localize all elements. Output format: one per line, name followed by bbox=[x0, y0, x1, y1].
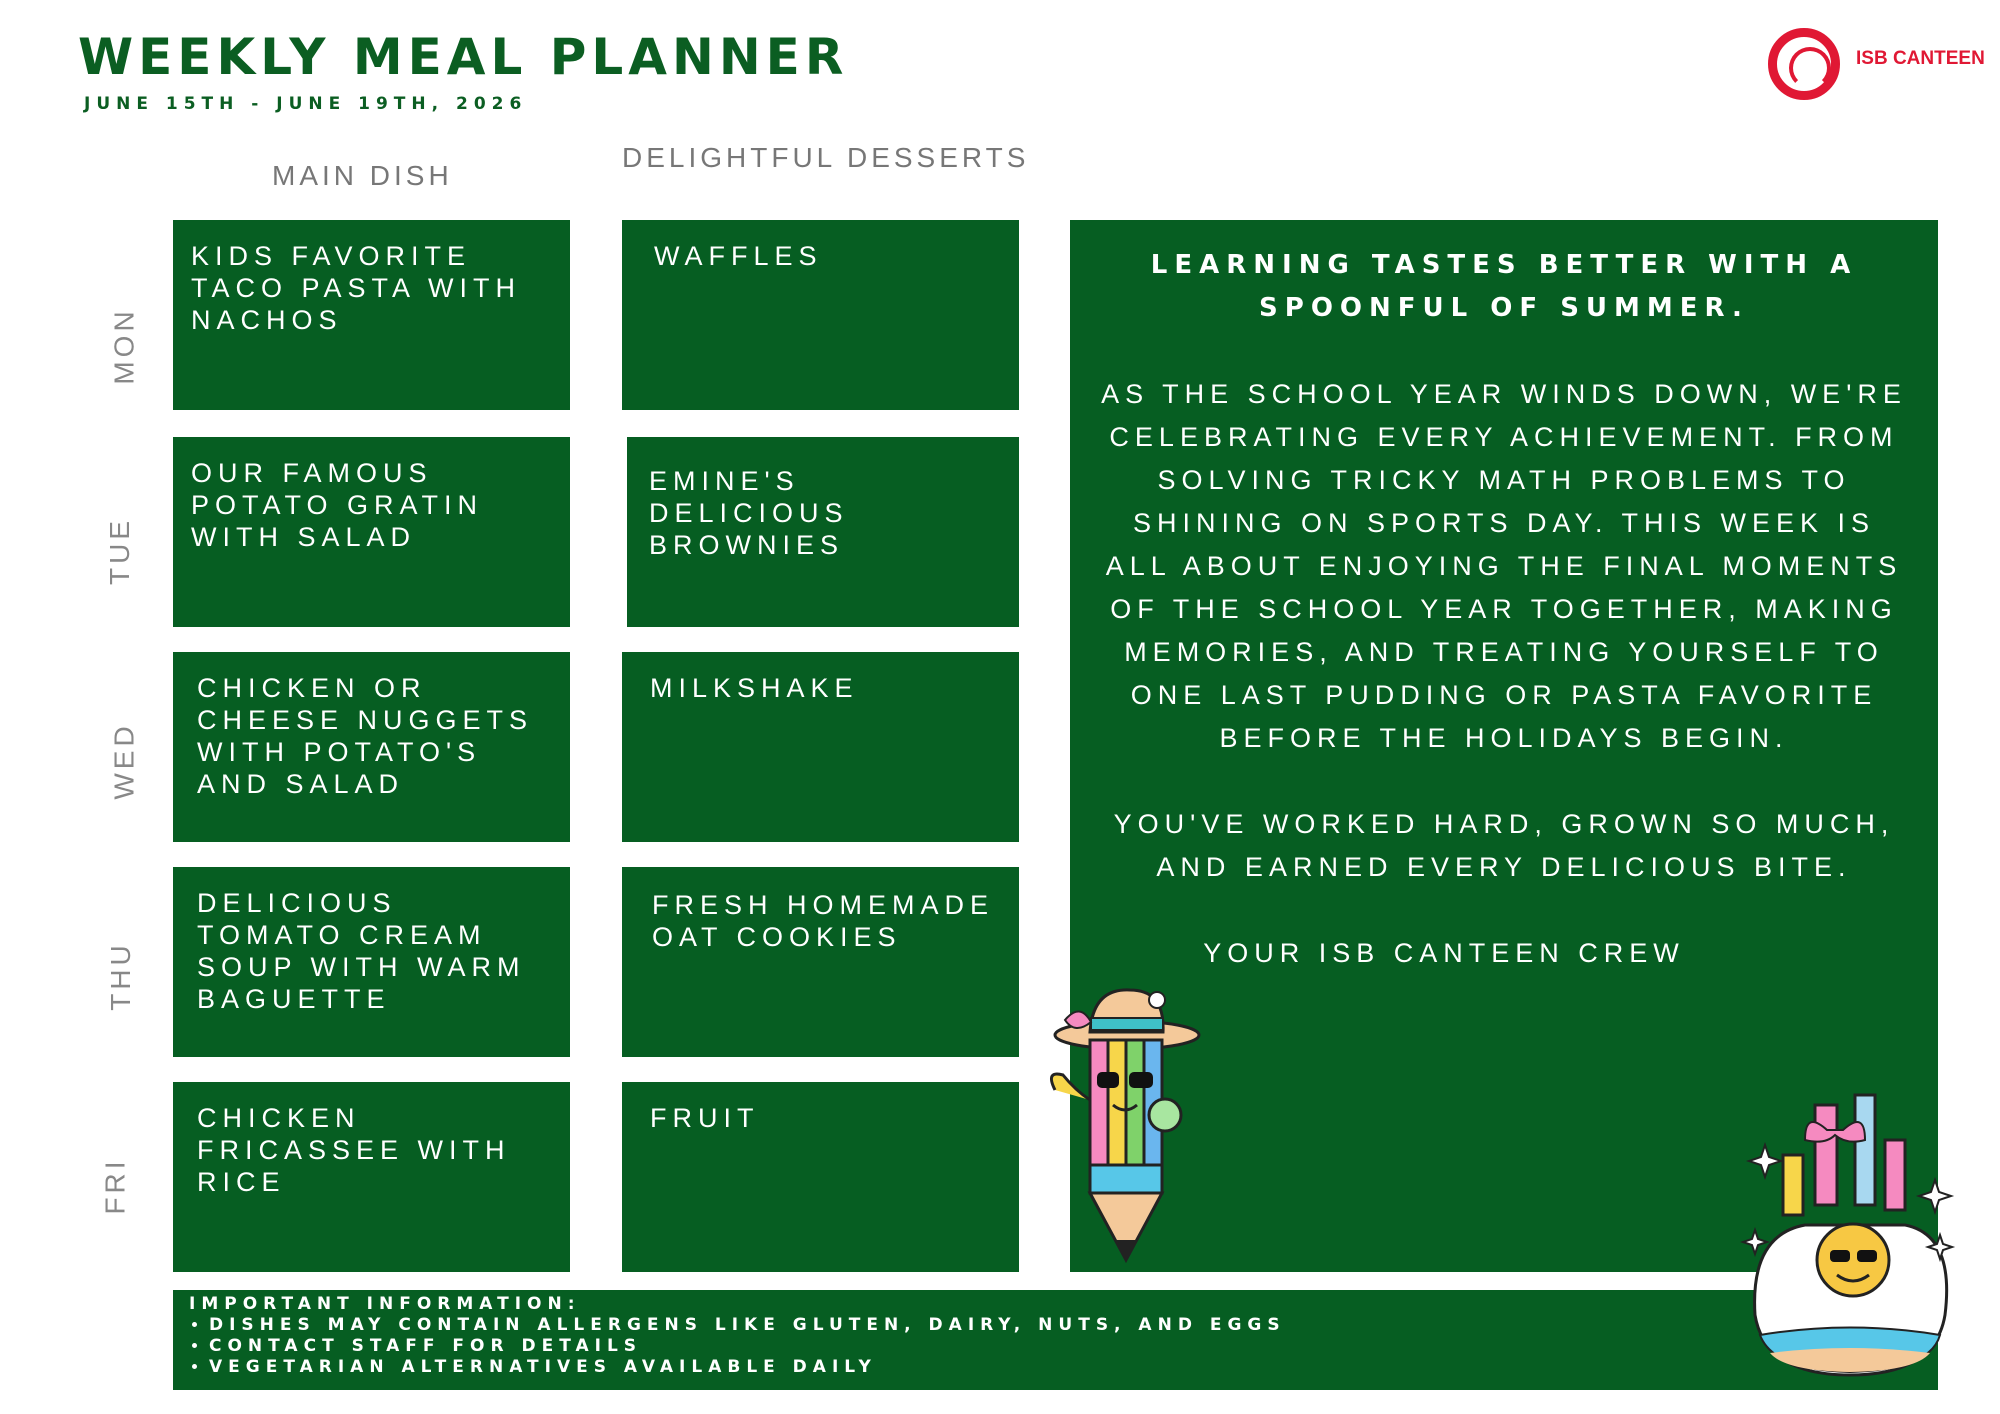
info-title: IMPORTANT INFORMATION: bbox=[189, 1294, 581, 1314]
main-dish-thu: DELICIOUS TOMATO CREAM SOUP WITH WARM BAGUETTE bbox=[173, 867, 570, 1057]
info-item: • DISHES MAY CONTAIN ALLERGENS LIKE GLUTEN, DAIRY, NUTS, AND EGGS bbox=[209, 1315, 1922, 1336]
dessert-tue: EMINE'S DELICIOUS BROWNIES bbox=[627, 437, 1019, 627]
summer-sun-icon bbox=[1735, 1085, 1965, 1385]
message-paragraph-2: YOU'VE WORKED HARD, GROWN SO MUCH, AND EARNED EVERY DELICIOUS BITE. bbox=[1113, 809, 1895, 882]
dessert-thu: FRESH HOMEMADE OAT COOKIES bbox=[622, 867, 1019, 1057]
day-label-tue: TUE bbox=[104, 517, 135, 585]
desserts-header: DELIGHTFUL DESSERTS bbox=[622, 142, 1030, 173]
main-dish-tue: OUR FAMOUS POTATO GRATIN WITH SALAD bbox=[173, 437, 570, 627]
pencil-mascot-icon bbox=[1035, 980, 1215, 1280]
day-label-mon: MON bbox=[108, 307, 140, 385]
logo-text: ISB CANTEEN bbox=[1856, 48, 1985, 69]
info-item: • CONTACT STAFF FOR DETAILS bbox=[209, 1336, 1922, 1357]
message-headline: LEARNING TASTES BETTER WITH A SPOONFUL OF SUMMER. bbox=[1150, 250, 1858, 323]
dessert-fri: FRUIT bbox=[622, 1082, 1019, 1272]
main-dish-wed: CHICKEN OR CHEESE NUGGETS WITH POTATO'S AND SALAD bbox=[173, 652, 570, 842]
info-item: • VEGETARIAN ALTERNATIVES AVAILABLE DAILY bbox=[209, 1357, 1922, 1378]
dessert-mon: WAFFLES bbox=[622, 220, 1019, 410]
date-range: JUNE 15TH - JUNE 19TH, 2026 bbox=[84, 94, 528, 114]
page-title: WEEKLY MEAL PLANNER bbox=[78, 28, 849, 86]
day-label-wed: WED bbox=[108, 722, 140, 800]
message-paragraph-1: AS THE SCHOOL YEAR WINDS DOWN, WE'RE CELEBRATING EVERY ACHIEVEMENT. FROM SOLVING TRICKY MATH PROBLEMS TO SHINING ON SPORTS DAY. THIS WEEK IS ALL ABOUT ENJOYING THE FINAL MOMENTS OF THE SCHOOL YEAR TOGETHER, MAKING MEMORIES, AND TREATING YOURSELF TO ONE LAST PUDDING OR PASTA FAVORITE BEFORE THE HOLIDAYS BEGIN. bbox=[1101, 379, 1907, 753]
dessert-wed: MILKSHAKE bbox=[622, 652, 1019, 842]
day-label-fri: FRI bbox=[99, 1157, 131, 1215]
main-dish-fri: CHICKEN FRICASSEE WITH RICE bbox=[173, 1082, 570, 1272]
logo-wave-icon bbox=[1789, 47, 1831, 89]
main-dish-header: MAIN DISH bbox=[272, 160, 453, 191]
important-info-bar bbox=[173, 1290, 1938, 1390]
day-label-thu: THU bbox=[104, 941, 136, 1011]
main-dish-mon: KIDS FAVORITE TACO PASTA WITH NACHOS bbox=[173, 220, 570, 410]
info-list bbox=[189, 1315, 1922, 1378]
message-signoff: YOUR ISB CANTEEN CREW bbox=[1203, 938, 1685, 968]
